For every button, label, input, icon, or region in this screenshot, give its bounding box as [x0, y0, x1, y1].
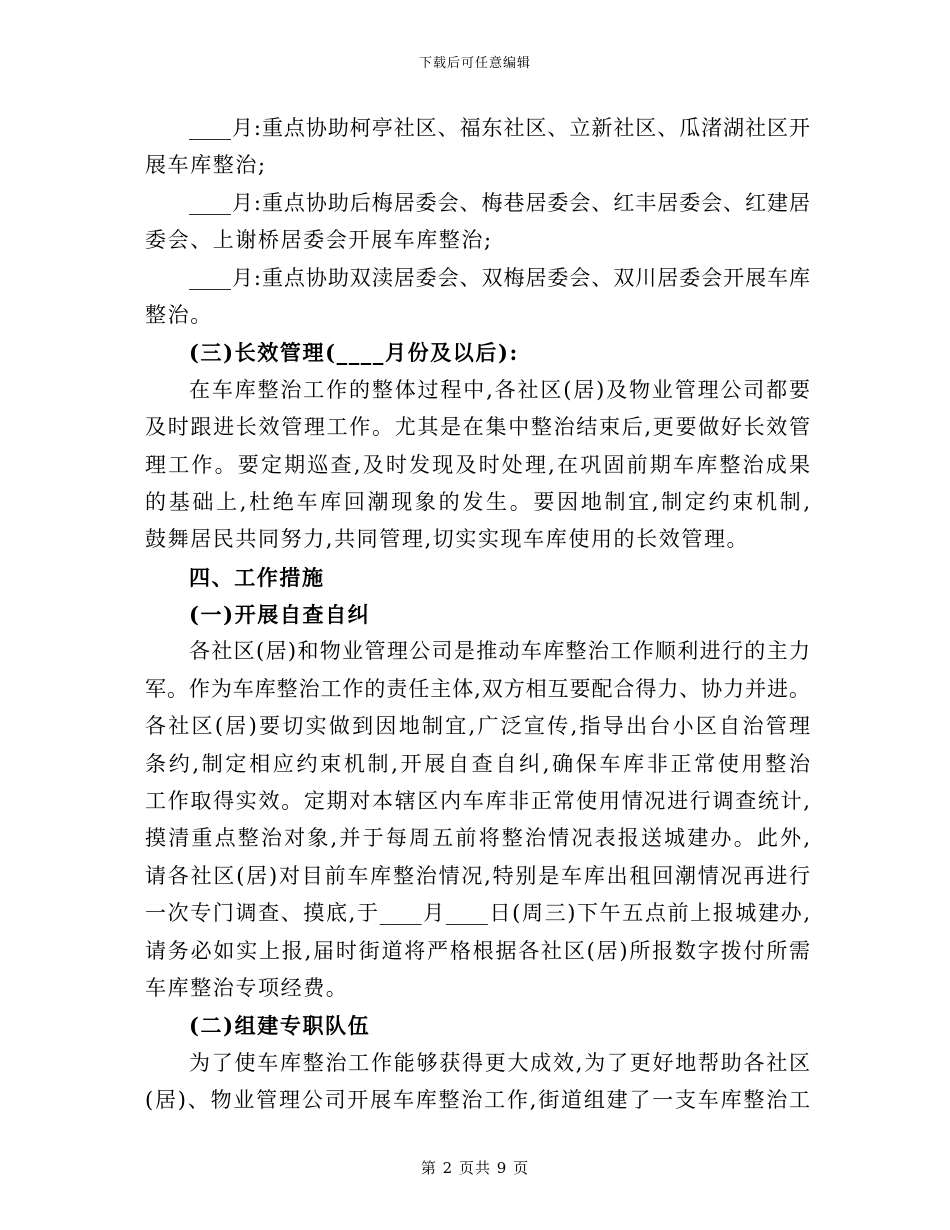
paragraph-line: 为了使车库整治工作能够获得更大成效,为了更好地帮助各社区 [189, 1050, 810, 1075]
paragraph-line: 各社区(居)要切实做到因地制宜,广泛宣传,指导出台小区自治管理 [145, 714, 810, 739]
paragraph-line: 请各社区(居)对目前车库整治情况,特别是车库出租回潮情况再进行 [145, 863, 810, 888]
paragraph-line: 条约,制定相应约束机制,开展自查自纠,确保车库非正常使用整治 [145, 751, 810, 776]
paragraph-line: (居)、物业管理公司开展车库整治工作,街道组建了一支车库整治工 [145, 1088, 810, 1113]
paragraph-line: ____月:重点协助后梅居委会、梅巷居委会、红丰居委会、红建居 [189, 190, 810, 215]
section-heading: (一)开展自查自纠 [189, 602, 371, 628]
paragraph-line: ____月:重点协助双渎居委会、双梅居委会、双川居委会开展车库 [189, 265, 810, 290]
paragraph-line: 及时跟进长效管理工作。尤其是在集中整治结束后,更要做好长效管 [145, 415, 810, 440]
paragraph-line: 鼓舞居民共同努力,共同管理,切实实现车库使用的长效管理。 [145, 527, 750, 552]
paragraph-line: 理工作。要定期巡查,及时发现及时处理,在巩固前期车库整治成果 [145, 452, 810, 477]
paragraph-line: 摸清重点整治对象,并于每周五前将整治情况表报送城建办。此外, [145, 826, 810, 851]
section-heading: 四、工作措施 [189, 564, 325, 590]
page-footer: 第 2 页共 9 页 [420, 1159, 530, 1177]
section-heading: (三)长效管理(____月份及以后): [189, 340, 519, 366]
paragraph-line: ____月:重点协助柯亭社区、福东社区、立新社区、瓜渚湖社区开 [189, 116, 810, 140]
paragraph-line: 一次专门调查、摸底,于____月____日(周三)下午五点前上报城建办, [145, 901, 810, 926]
paragraph-line: 请务必如实上报,届时街道将严格根据各社区(居)所报数字拨付所需 [145, 938, 810, 963]
paragraph-line: 展车库整治; [145, 153, 267, 178]
paragraph-line: 委会、上谢桥居委会开展车库整治; [145, 228, 493, 253]
paragraph-line: 军。作为车库整治工作的责任主体,双方相互要配合得力、协力并进。 [145, 676, 810, 701]
paragraph-line: 在车库整治工作的整体过程中,各社区(居)及物业管理公司都要 [189, 377, 810, 402]
paragraph-line: 整治。 [145, 302, 213, 327]
document-body [145, 110, 810, 1120]
paragraph-line: 的基础上,杜绝车库回潮现象的发生。要因地制宜,制定约束机制, [145, 489, 810, 514]
paragraph-line: 车库整治专项经费。 [145, 975, 349, 1000]
section-heading: (二)组建专职队伍 [189, 1013, 371, 1039]
page-header: 下载后可任意编辑 [418, 56, 531, 71]
paragraph-line: 各社区(居)和物业管理公司是推动车库整治工作顺利进行的主力 [189, 639, 810, 664]
paragraph-line: 工作取得实效。定期对本辖区内车库非正常使用情况进行调查统计, [145, 789, 810, 814]
